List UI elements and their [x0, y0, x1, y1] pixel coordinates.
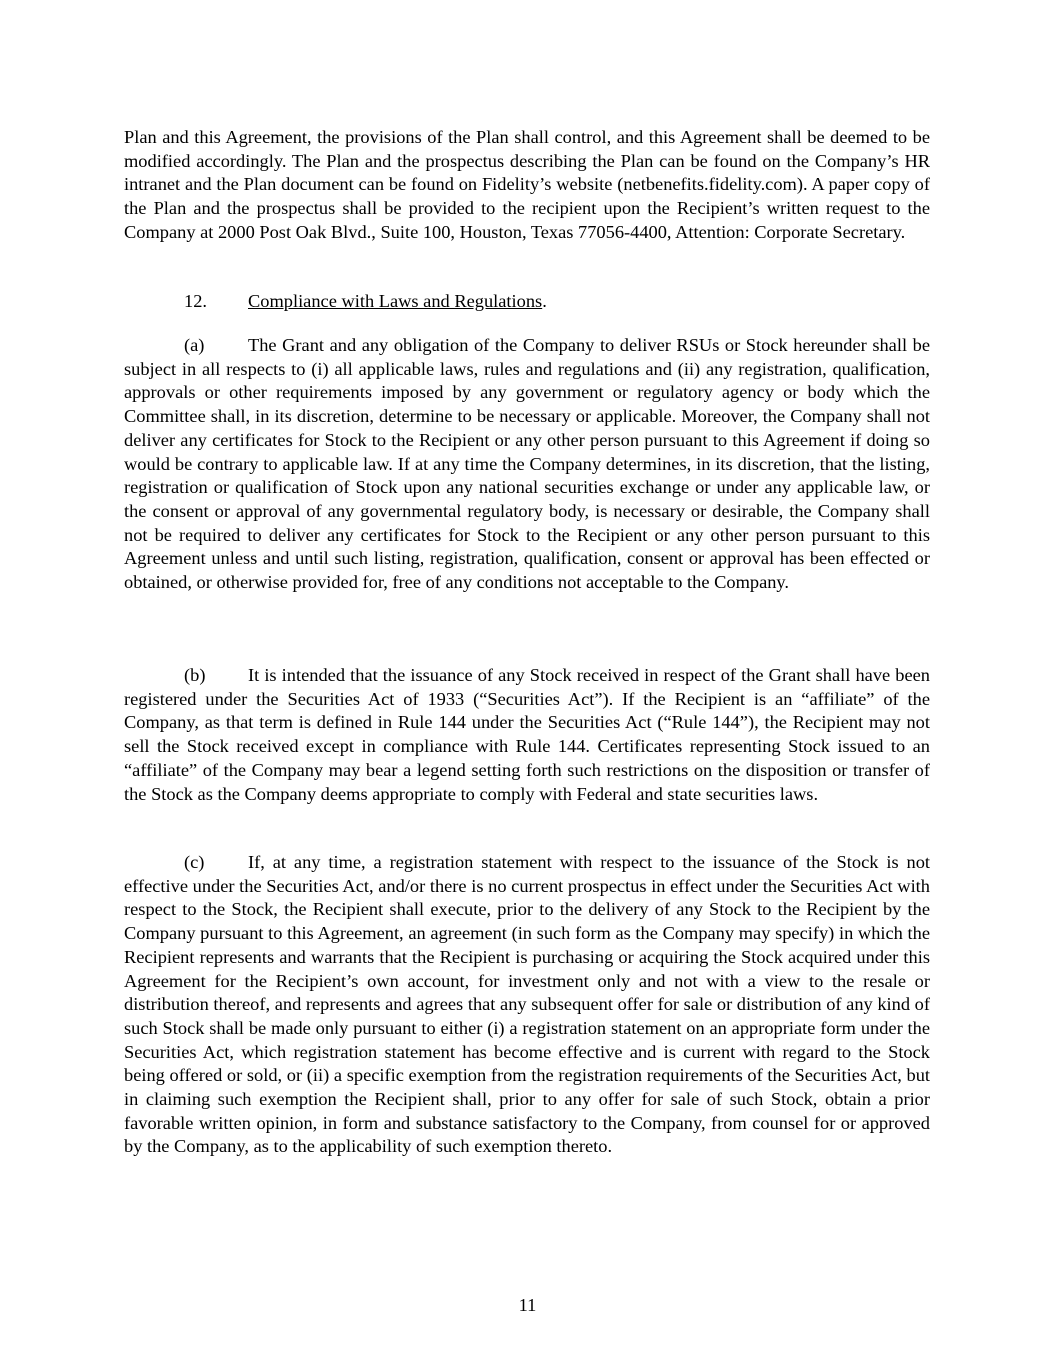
paragraph-b [124, 664, 930, 806]
paragraph-marker: (b) [184, 665, 206, 685]
paragraph-marker: (c) [184, 852, 205, 872]
paragraph-text: It is intended that the issuance of any Stock received in respect of the Grant shall have been registered under the Securities Act of 1933 (“Securities Act”). If the Recipient is an “affiliate” of the Company, as that term is defined in Rule 144 under the Securities Act (“Rule 144”), the Recipient may not sell the Stock received except in compliance with Rule 144. Certificates representing Stock issued to an “affiliate” of the Company may bear a legend setting forth such restrictions on the disposition or transfer of the Stock as the Company deems appropriate to comply with Federal and state securities laws. [124, 665, 930, 804]
section-number: 12. [184, 291, 207, 311]
paragraph-c [124, 851, 930, 1159]
page-number: 11 [518, 1295, 537, 1315]
section-heading [124, 290, 930, 314]
paragraph-marker: (a) [184, 335, 205, 355]
paragraph-text: The Grant and any obligation of the Company to deliver RSUs or Stock hereunder shall be subject in all respects to (i) all applicable laws, rules and regulations and (ii) any registration, qualification, approvals or other requirements imposed by any government or regulatory agency or body which the Committee shall, in its discretion, determine to be necessary or applicable. Moreover, the Company shall not deliver any certificates for Stock to the Recipient or any other person pursuant to this Agreement if doing so would be contrary to applicable law. If at any time the Company determines, in its discretion, that the listing, registration or qualification of Stock upon any national securities exchange or under any applicable law, or the consent or approval of any governmental regulatory body, is necessary or desirable, the Company shall not be required to deliver any certificates for Stock to the Recipient or any other person pursuant to this Agreement unless and until such listing, registration, qualification, consent or approval has been effected or obtained, or otherwise provided for, free of any conditions not acceptable to the Company. [124, 335, 930, 593]
section-title-suffix: . [542, 291, 547, 311]
paragraph-a [124, 334, 930, 595]
paragraph-text: If, at any time, a registration statement with respect to the issuance of the Stock is not effective under the Securities Act, and/or there is no current prospectus in effect under the Securities Act with respect to the Stock, the Recipient shall execute, prior to the delivery of any Stock to the Recipient by the Company pursuant to this Agreement, an agreement (in such form as the Company may specify) in which the Recipient represents and warrants that the Recipient is purchasing or acquiring the Stock acquired under this Agreement for the Recipient’s own account, for investment only and not with a view to the resale or distribution thereof, and represents and agrees that any subsequent offer for sale or distribution of any kind of such Stock shall be made only pursuant to either (i) a registration statement on an appropriate form under the Securities Act, which registration statement has become effective and is current with regard to the Stock being offered or sold, or (ii) a specific exemption from the registration requirements of the Securities Act, but in claiming such exemption the Recipient shall, prior to any offer for sale of such Stock, obtain a prior favorable written opinion, in form and substance satisfactory to the Company, from counsel for or approved by the Company, as to the applicability of such exemption thereto. [124, 852, 930, 1157]
intro-paragraph: Plan and this Agreement, the provisions of the Plan shall control, and this Agreement shall be deemed to be modified accordingly. The Plan and the prospectus describing the Plan can be found on the Company’s HR intranet and the Plan document can be found on Fidelity’s website (netbenefits.fidelity.com). A paper copy of the Plan and the prospectus shall be provided to the recipient upon the Recipient’s written request to the Company at 2000 Post Oak Blvd., Suite 100, Houston, Texas 77056-4400, Attention: Corporate Secretary. [124, 127, 930, 242]
section-title: Compliance with Laws and Regulations [248, 291, 543, 311]
